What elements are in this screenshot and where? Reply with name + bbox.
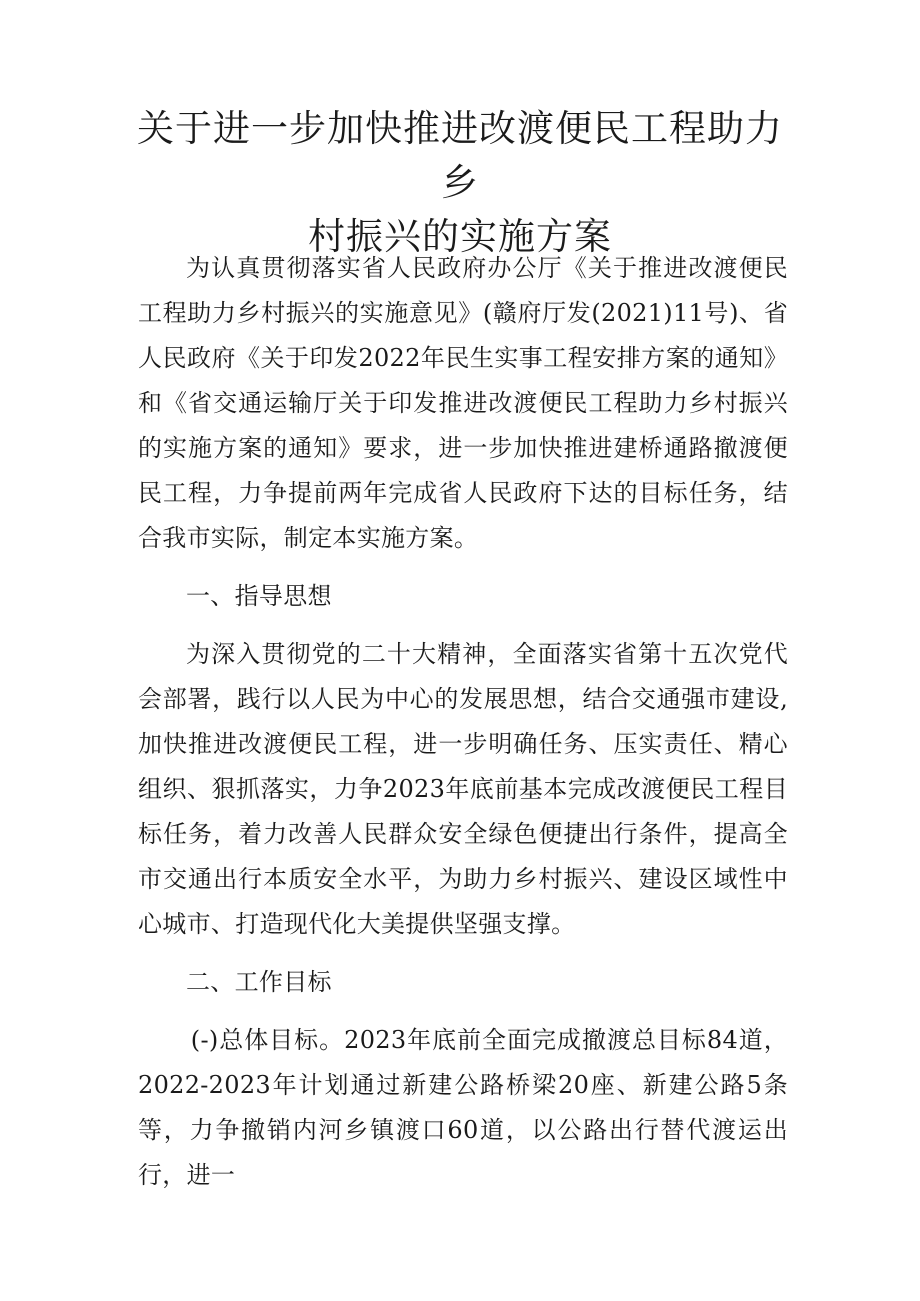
intro-paragraph: 为认真贯彻落实省人民政府办公厅《关于推进改渡便民工程助力乡村振兴的实施意见》(赣府厅发(2021)11号)、省人民政府《关于印发2022年民生实事工程安排方案的通知》和《省交通运输厅关于印发推进改渡便民工程助力乡村振兴的实施方案的通知》要求，进一步加快推进建桥通路撤渡便民工程，力争提前两年完成省人民政府下达的目标任务，结合我市实际，制定本实施方案。 — [138, 254, 788, 552]
document-title — [120, 102, 800, 264]
title-line-2: 村振兴的实施方案 — [308, 215, 612, 258]
document-body — [138, 246, 788, 1211]
overall-goal-paragraph: (-)总体目标。2023年底前全面完成撤渡总目标84道，2022-2023年计划通过新建公路桥梁20座、新建公路5条等，力争撤销内河乡镇渡口60道，以公路出行替代渡运出行，进一 — [138, 1026, 788, 1189]
title-line-1: 关于进一步加快推进改渡便民工程助力乡 — [137, 107, 783, 204]
guiding-ideology-paragraph: 为深入贯彻党的二十大精神，全面落实省第十五次党代会部署，践行以人民为中心的发展思想，结合交通强市建设,加快推进改渡便民工程，进一步明确任务、压实责任、精心组织、狠抓落实，力争2023年底前基本完成改渡便民工程目标任务，着力改善人民群众安全绿色便捷出行条件，提高全市交通出行本质安全水平，为助力乡村振兴、建设区域性中心城市、打造现代化大美提供坚强支撑。 — [138, 640, 788, 938]
section-heading-guiding-ideology: 一、指导思想 — [186, 582, 332, 610]
section-heading-work-goals: 二、工作目标 — [186, 968, 332, 996]
